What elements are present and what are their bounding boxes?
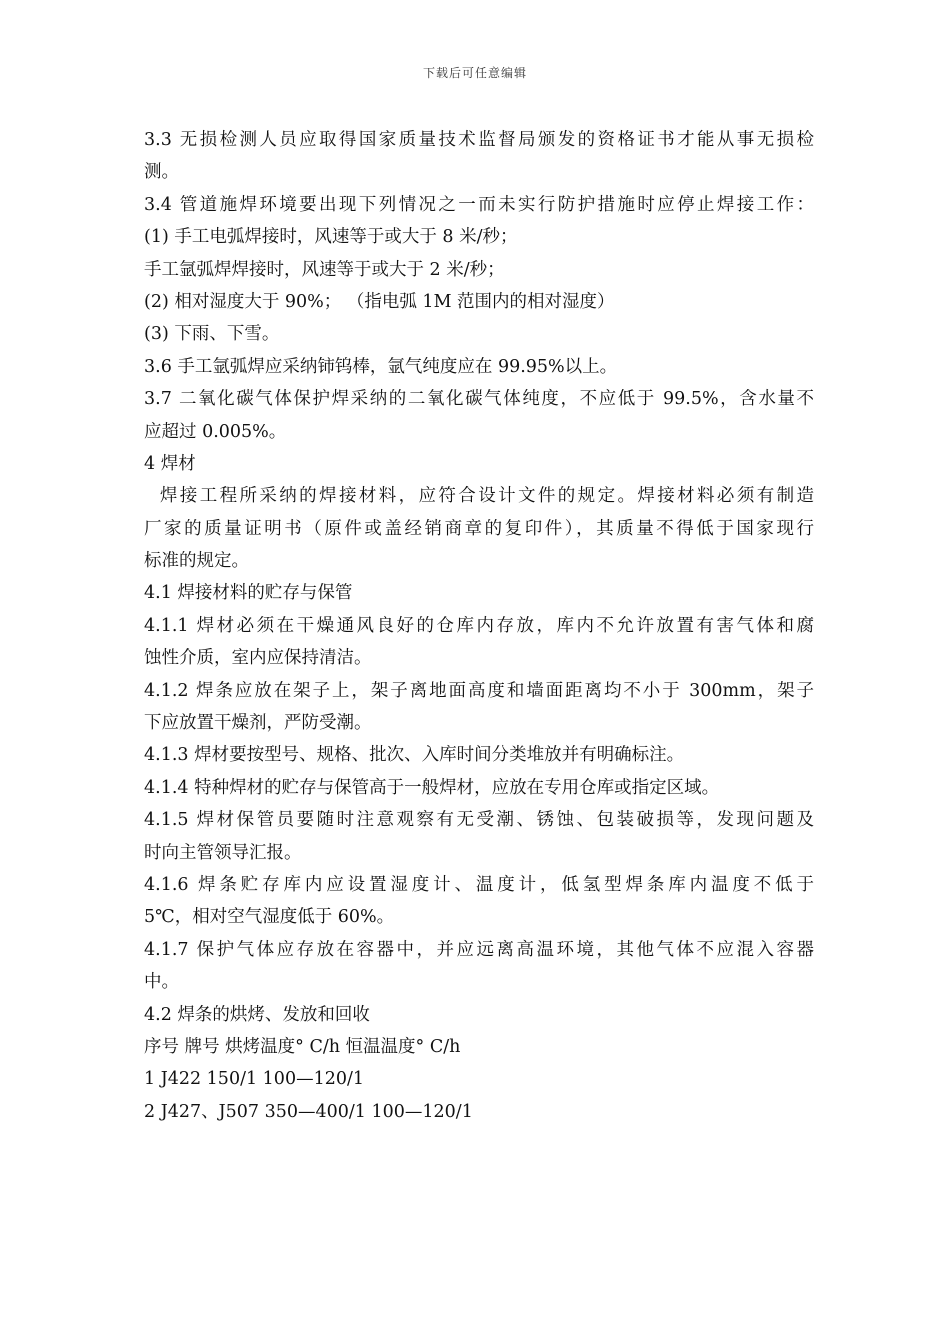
section-heading: 4 焊材 [144,453,196,474]
text-line: 4.1.5 焊材保管员要随时注意观察有无受潮、锈蚀、包装破损等，发现问题及 [144,810,814,831]
text-line: 4.1.1 焊材必须在干燥通风良好的仓库内存放，库内不允许放置有害气体和腐 [144,615,814,636]
text-line: 4.1.7 保护气体应存放在容器中，并应远离高温环境，其他气体不应混入容器 [144,939,814,960]
text-line: 标准的规定。 [144,551,249,572]
text-line: 应超过 0.005%。 [144,421,287,442]
subsection-heading: 4.1 焊接材料的贮存与保管 [144,583,353,604]
table-row-line: 2 J427、J507 350—400/1 100—120/1 [144,1101,473,1122]
text-line: 中。 [144,972,179,993]
subsection-heading: 4.2 焊条的烘烤、发放和回收 [144,1004,370,1025]
text-line: 3.7 二氧化碳气体保护焊采纳的二氧化碳气体纯度，不应低于 99.5%，含水量不 [144,389,814,410]
text-line: 时向主管领导汇报。 [144,842,302,863]
text-line: (2) 相对湿度大于 90%； （指电弧 1M 范围内的相对湿度） [144,291,615,312]
text-line: 4.1.3 焊材要按型号、规格、批次、入库时间分类堆放并有明确标注。 [144,745,685,766]
text-line: 下应放置干燥剂，严防受潮。 [144,713,372,734]
text-line: 3.6 手工氩弧焊应采纳铈钨棒，氩气纯度应在 99.95%以上。 [144,356,618,377]
text-line: 3.4 管道施焊环境要出现下列情况之一而未实行防护措施时应停止焊接工作： [144,194,814,215]
text-line: (1) 手工电弧焊接时，风速等于或大于 8 米/秒； [144,227,518,248]
text-line: 3.3 无损检测人员应取得国家质量技术监督局颁发的资格证书才能从事无损检 [144,130,814,150]
text-line: (3) 下雨、下雪。 [144,324,280,345]
body-text [144,124,814,1128]
page-header: 下载后可任意编辑 [422,66,527,80]
text-line: 测。 [144,162,179,183]
text-line: 4.1.2 焊条应放在架子上，架子离地面高度和墙面距离均不小于 300mm，架子 [144,680,814,701]
text-line: 焊接工程所采纳的焊接材料，应符合设计文件的规定。焊接材料必须有制造 [144,486,814,507]
text-line: 4.1.4 特种焊材的贮存与保管高于一般焊材，应放在专用仓库或指定区域。 [144,777,720,798]
text-line: 手工氩弧焊焊接时，风速等于或大于 2 米/秒； [144,259,505,280]
table-header-line: 序号 牌号 烘烤温度° C/h 恒温温度° C/h [144,1036,461,1057]
table-row-line: 1 J422 150/1 100—120/1 [144,1069,365,1090]
text-line: 5℃，相对空气湿度低于 60%。 [144,907,395,928]
text-line: 蚀性介质，室内应保持清洁。 [144,648,372,669]
text-line: 厂家的质量证明书（原件或盖经销商章的复印件），其质量不得低于国家现行 [144,518,814,539]
text-line: 4.1.6 焊条贮存库内应设置湿度计、温度计，低氢型焊条库内温度不低于 [144,874,814,895]
